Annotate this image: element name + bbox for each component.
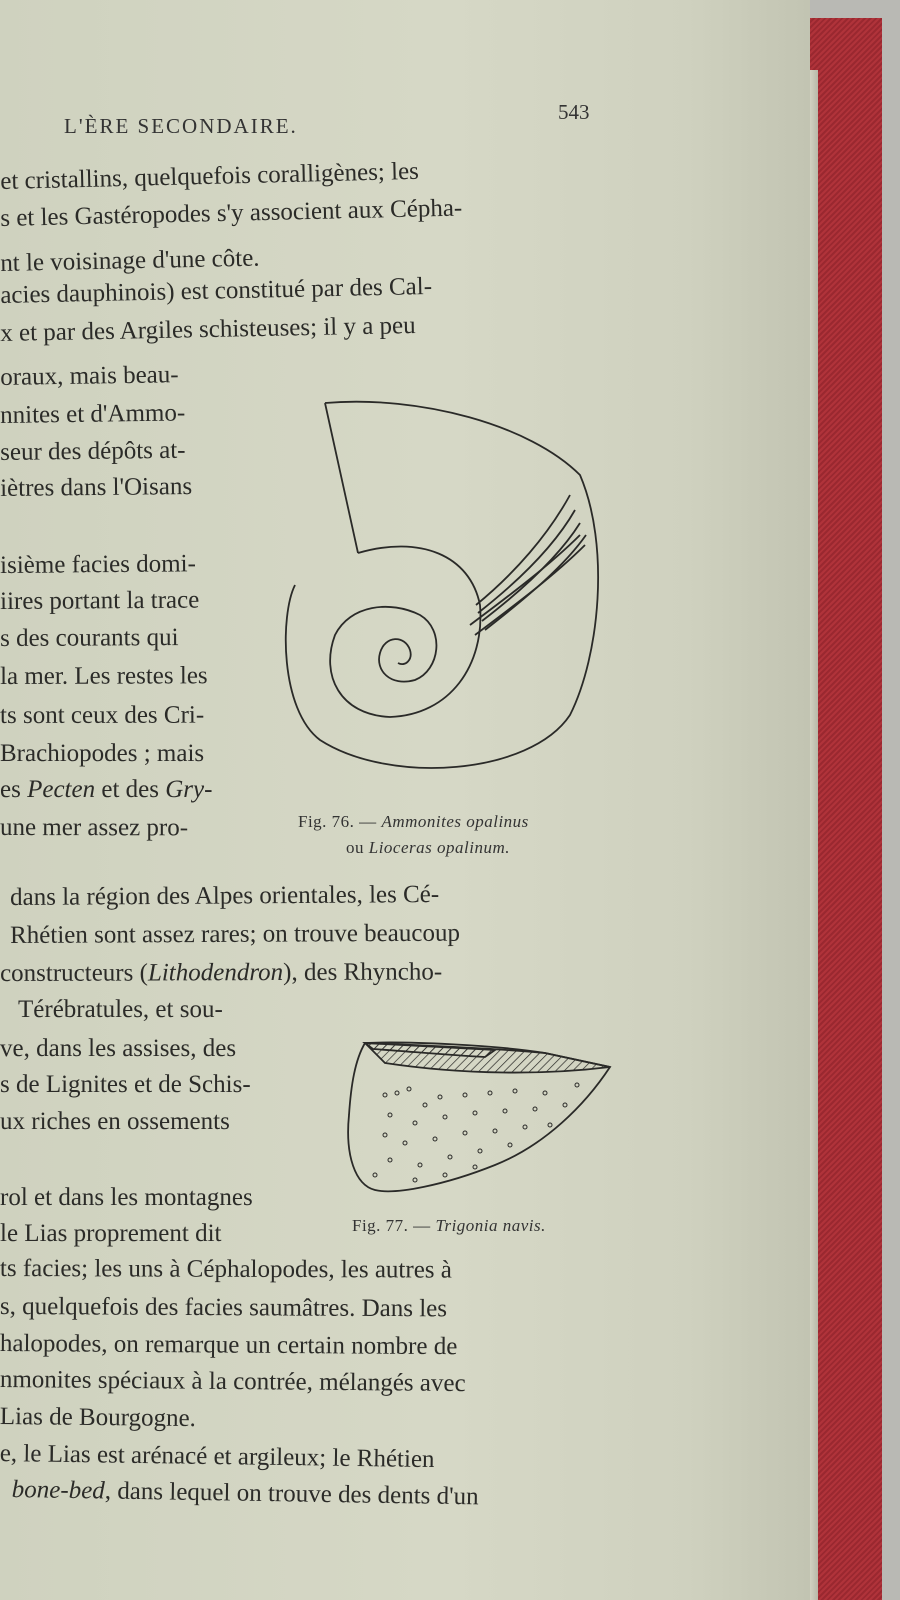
text-line [0,158,419,196]
text-segment: oraux, mais beau- [0,361,179,391]
text-line [0,399,185,430]
italic-term: Pecten [27,776,96,803]
book-cover [808,18,882,1600]
italic-term: Lithodendron [147,959,284,987]
fig76-caption: Fig. 76. — Ammonites opalinus [298,812,529,831]
text-line [0,312,416,348]
text-segment: e, le Lias est arénacé et argileux; le Rhétien [0,1440,435,1474]
text-line [0,1184,253,1212]
text-line [0,195,463,233]
text-line [0,814,188,842]
text-segment: s et les Gastéropodes s'y associent aux Cépha- [0,194,463,232]
text-line [0,587,199,616]
text-segment: nt le voisinage d'une côte. [0,244,260,277]
text-segment: s de Lignites et de Schis- [0,1071,251,1098]
text-segment: ts sont ceux des Cri- [0,701,205,729]
text-line [0,473,192,503]
page-number: 543 [558,100,590,124]
text-line [0,361,179,392]
text-line [18,996,223,1024]
text-line [0,624,179,653]
text-segment: Lias de Bourgogne. [0,1403,197,1433]
text-segment: ve, dans les assises, des [0,1035,237,1062]
text-line [0,1330,457,1361]
text-segment: et des [95,776,166,803]
text-segment: le Lias proprement dit [0,1220,222,1247]
text-line [0,550,196,580]
text-line [0,740,204,768]
text-line [0,1293,447,1323]
text-segment: , dans lequel on trouve des dents d'un [104,1477,479,1511]
text-segment: nnites et d'Ammo- [0,399,186,429]
fig76-caption-line2: ou Lioceras opalinum. [346,838,510,857]
text-segment: acies dauphinois) est constitué par des Cal- [0,272,433,309]
text-segment: une mer assez pro- [0,814,189,842]
text-segment: halopodes, on remarque un certain nombre de [0,1330,458,1361]
text-segment: ux riches en ossements [0,1108,230,1135]
text-line [10,881,439,912]
text-line [0,1071,251,1099]
text-line [0,437,186,467]
text-segment: Térébratules, et sou- [18,996,223,1023]
text-line [0,1403,196,1433]
text-segment: ts facies; les uns à Céphalopodes, les autres à [0,1255,452,1284]
fig77-caption: Fig. 77. — Trigonia navis. [352,1216,546,1235]
text-segment: la mer. Les restes les [0,662,208,690]
text-line [0,776,212,804]
text-segment: nmonites spéciaux à la contrée, mélangés avec [0,1366,466,1398]
text-segment: es [0,776,28,803]
text-line [0,662,208,691]
text-segment: rol et dans les montagnes [0,1184,253,1211]
text-line [0,1108,230,1136]
text-line [0,245,260,278]
text-segment: constructeurs ( [0,959,148,987]
text-segment: x et par des Argiles schisteuses; il y a peu [0,312,416,347]
text-line [0,1220,221,1248]
text-segment: Rhétien sont assez rares; on trouve beaucoup [10,919,460,949]
text-line [0,1440,435,1474]
text-line [0,1035,236,1063]
text-segment: Brachiopodes ; mais [0,740,205,767]
text-segment: iètres dans l'Oisans [0,472,193,502]
text-line [0,273,432,310]
text-line [12,1476,479,1511]
italic-term: bone-bed [11,1476,106,1505]
italic-term: Gry- [165,776,213,803]
text-segment: seur des dépôts at- [0,436,186,466]
text-segment: s des courants qui [0,624,179,652]
text-segment: ), des Rhyncho- [283,958,443,987]
text-segment: dans la région des Alpes orientales, les Cé- [10,881,440,911]
text-segment: et cristallins, quelquefois coralligènes; les [0,157,420,195]
text-segment: isième facies domi- [0,550,196,579]
text-segment: iires portant la trace [0,586,200,615]
running-header: L'ÈRE SECONDAIRE. [64,114,298,138]
text-line [0,958,442,988]
trigonia-illustration [345,1035,625,1205]
text-line [0,1366,466,1398]
text-line [0,702,204,730]
ammonite-illustration [280,395,610,795]
text-line [10,920,460,950]
text-segment: s, quelquefois des facies saumâtres. Dans les [0,1293,448,1323]
text-line [0,1255,452,1285]
